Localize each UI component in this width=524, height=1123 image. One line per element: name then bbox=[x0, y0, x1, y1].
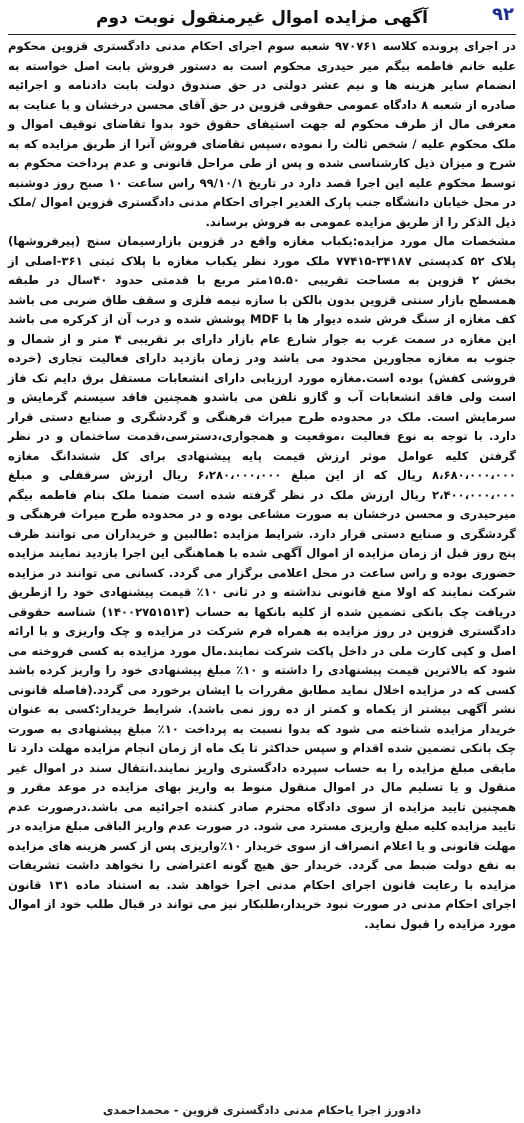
property-details-paragraph: مشخصات مال مورد مزایده:یکباب مغازه واقع در قزوین بازارسیمان سنج (پیرفروشها) پلاک ۵۲ کدپستی ۳۴۱۸۷-۷۷۴۱۵ ملک مورد نظر یکباب مغازه با پلاک ثبتی ۳۶۱-اصلی از بخش ۲ قزوین به مساحت تقریبی ۱۵.۵۰متر مربع با قدمتی حدود ۴۰سال در طبقه همسطح بازار سنتی قزوین بدون بالکن با سازه نیمه فلزی و سقف طاق ضربی می باشد کف مغازه از سنگ فرش شده دیوار ها با MDF پوشش شده و درب آن از کرکره می باشد این مغازه در سمت غرب به جوار شارع عام بازار دارای بر تقریبی ۴ متر و از شمال و جنوب به مغازه مجاورین محدود می باشد ودر زمان بازدید دارای فعالیت تجاری (خرده فروشی کفش) بوده است.مغازه مورد ارزیابی دارای انشعابات مستقل برق دایم تک فاز است ولی فاقد انشعابات آب و گازو تلفن می باشدو همچنین فاقد سیستم گرمایش و سرمایش است. ملک در محدوده طرح میراث فرهنگی و گردشگری و صنایع دستی قرار دارد. با توجه به نوع فعالیت ،موقعیت و همجواری،دسترسی،قدمت ساختمان و در نظر گرفتن کلیه عوامل موثر ارزش قیمت پایه پیشنهادی برای کل ششدانگ مغازه ۸،۶۸۰،۰۰۰،۰۰۰ ریال که از این مبلغ ۶،۲۸۰،۰۰۰،۰۰۰ ریال ارزش سرقفلی و مبلغ ۲،۴۰۰،۰۰۰،۰۰۰ ریال ارزش ملک در نظر گرفته شده است ضمنا ملک بنام فاطمه بیگم میرحیدری و محسن درخشان به صورت مشاعی بوده و در محدوده طرح میراث فرهنگی و گردشگری و صنایع دستی قرار دارد. شرایط مزایده :طالبین و خریداران می توانند ظرف پنج روز قبل از زمان مزایده از اموال آگهی شده با هماهنگی این اجرا بازدید نمایند مزایده حضوری بوده و راس ساعت در محل اعلامی برگزار می گردد. کسانی می توانند در مزایده شرکت نمایند که اولا منع قانونی نداشته و در ثانی ۱۰٪ قیمت پیشنهادی خود را ازطریق دریافت چک بانکی تضمین شده از کلیه بانکها به حساب (۱۴۰۰۲۷۵۱۵۱۳) شناسه حقوقی دادگستری قزوین در روز مزایده به همراه فرم شرکت در مزایده و چک واریزی و با ارائه اصل و کپی کارت ملی در داخل پاکت شرکت نمایند.مال مورد مزایده به کسی فروخته می شود که بالاترین قیمت پیشنهادی را داشته و ۱۰٪ مبلغ پیشنهادی خود را واریز کرده باشد کسی که در مزایده اخلال نماید مطابق مقررات با ایشان برخورد می گردد.(فاصله قانونی نشر آگهی بیشتر از یکماه و کمتر از ده روز نمی باشد). شرایط خریدار:کسی به عنوان خریدار مزایده شناخته می شود که بدوا نسبت به پرداخت ۱۰٪ مبلغ پیشنهادی به صورت چک بانکی تضمین شده اقدام و سپس حداکثر تا یک ماه از زمان انجام مزایده مهلت دارد تا مابقی مبلغ مزایده را به حساب سپرده دادگستری واریز نمایند.انتقال سند در اموال غیر منقول و یا تسلیم مال در اموال منقول منوط به واریز بهای مزایده در موعد مقرر و همچنین تایید مزایده از سوی دادگاه محترم صادر کننده اجرائیه می باشد.درصورت عدم تایید مزایده کلیه مبلغ واریزی مسترد می شود. در صورت عدم واریز الباقی مبلغ مزایده در مهلت قانونی و یا اعلام انصراف از سوی خریدار ۱۰٪واریزی پس از کسر هزینه های مزایده به نفع دولت ضبط می گردد. خریدار حق هیچ گونه اعتراضی را نخواهد داشت تشریفات مزایده با رعایت قانون اجرای احکام مدنی اجرا خواهد شد. به استناد ماده ۱۳۱ قانون اجرای احکام مدنی در صورت نبود خریدار،طلبکار نیز می تواند در قبال طلب خود از اموال مورد مزایده را قبول نماید. bbox=[8, 234, 517, 931]
notice-signature: دادورز اجرا یاحکام مدنی دادگستری قزوین - محمداحمدی bbox=[102, 1103, 422, 1117]
notice-title: آگهی مزایده اموال غیرمنقول نوبت دوم bbox=[96, 8, 428, 28]
intro-paragraph: در اجرای پرونده کلاسه ۹۷۰۷۶۱ شعبه سوم اجرای احکام مدنی دادگستری قزوین محکوم علیه خانم فاطمه بیگم میر حیدری محکوم است به دستور فروش بابت اصل خواسته به انضمام سایر هزینه ها و نیم عشر دولتی در حق صندوق دولت بابت دادنامه و اجرائیه صادره از شعبه ۸ دادگاه عمومی حقوقی قزوین در حق آقای محسن درخشان و با عنایت به معرفی مال از طرف محکوم له جهت استیفای حقوق خود بدوا تقاضای توقیف اموال و ملک محکوم علیه / شخص ثالث را نموده ،سپس تقاضای فروش آنرا از طریق مزایده که به شرح و میزان ذیل کارشناسی شده و پس از طی مراحل قانونی و عدم پرداخت محکوم به توسط محکوم علیه این اجرا قصد دارد در تاریخ ۹۹/۱۰/۱ راس ساعت ۱۰ صبح روز دوشنبه در محل خیابان دانشگاه جنب پارک الغدیر اجرای احکام مدنی دادگستری قزوین اموال /ملک ذیل الذکر را از طریق مزایده عمومی به فروش برساند. bbox=[8, 39, 517, 229]
notice-body bbox=[8, 37, 516, 934]
title-divider bbox=[8, 34, 516, 35]
notice-header bbox=[8, 4, 516, 34]
handwritten-page-number: ۹۲ bbox=[492, 4, 514, 25]
